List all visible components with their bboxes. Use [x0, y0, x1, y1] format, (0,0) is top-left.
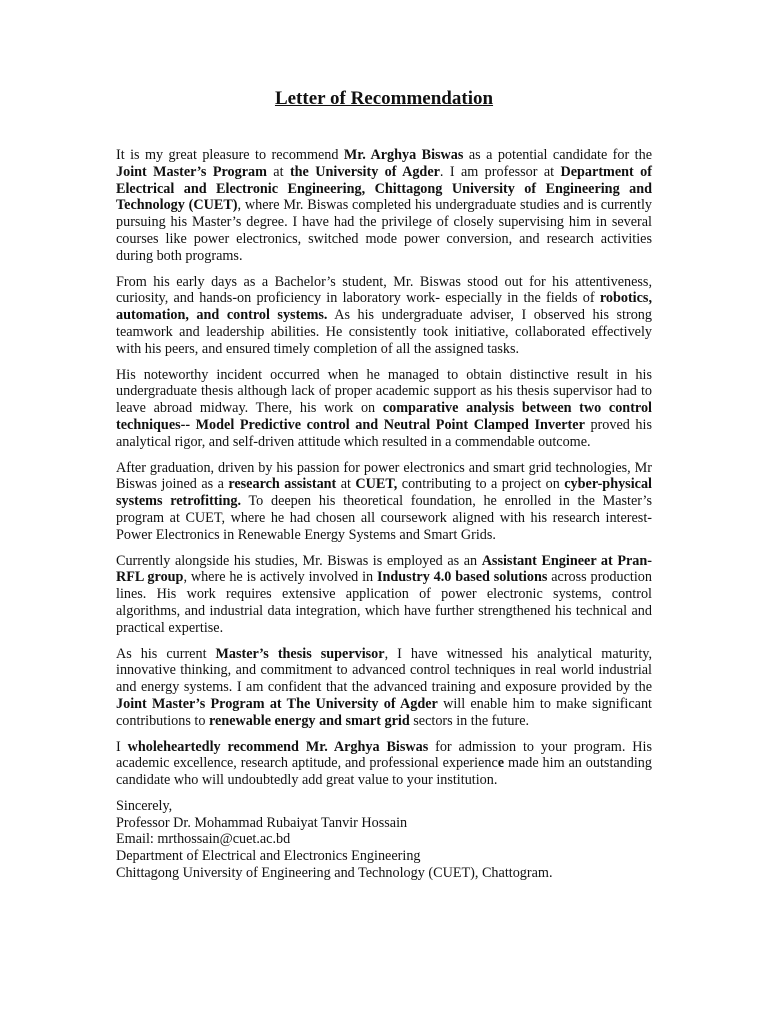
paragraph [116, 739, 652, 789]
bold-run: robotics, automation, and control systems. [116, 290, 652, 324]
text-run: As his undergraduate adviser, I observed his strong teamwork and leadership abilities. He consistently took initiative, collaborated effectively with his peers, and ensured timely completion of all the assigned tasks. [116, 307, 652, 357]
signatory-department: Department of Electrical and Electronics Engineering [116, 848, 421, 865]
paragraph [116, 367, 652, 451]
text-run: Currently alongside his studies, Mr. Biswas is employed as an [116, 552, 482, 569]
text-run: As his current [116, 645, 216, 662]
text-run: at [336, 476, 356, 493]
letter-title: Letter of Recommendation [274, 88, 494, 109]
text-run: , where Mr. Biswas completed his undergraduate studies and is currently pursuing his Master’s degree. I have had the privilege of closely supervising him in several courses like power electronics, switched mode power conversion, and research activities during both programs. [116, 197, 652, 264]
signature-block [116, 798, 652, 882]
bold-run: CUET, [355, 476, 398, 493]
closing: Sincerely, [116, 797, 173, 814]
text-run: From his early days as a Bachelor’s student, Mr. Biswas stood out for his attentiveness, curiosity, and hands-on proficiency in laboratory work- especially in the fields of [116, 273, 652, 307]
bold-run: Assistant Engineer at Pran-RFL group [116, 552, 652, 586]
text-run: After graduation, driven by his passion for power electronics and smart grid technologies, Mr Biswas joined as a [116, 459, 652, 493]
text-run: To deepen his theoretical foundation, he enrolled in the Master’s program at CUET, where he had chosen all coursework aligned with his research interest- Power Electronics in Renewable Energy Systems and Smart Grids. [116, 493, 652, 543]
bold-run: the University of Agder [289, 163, 440, 180]
text-run: proved his analytical rigor, and self-driven attitude which resulted in a commendable outcome. [116, 416, 652, 450]
text-run: will enable him to make significant contributions to [116, 695, 652, 729]
bold-run: wholeheartedly recommend Mr. Arghya Biswas [127, 738, 429, 755]
paragraph [116, 460, 652, 544]
bold-run: comparative analysis between two control techniques-- Model Predictive control and Neutral Point Clamped Inverter [116, 400, 652, 433]
bold-run: Mr. Arghya Biswas [343, 147, 464, 163]
letter-body [116, 147, 652, 882]
paragraph [116, 553, 652, 637]
text-run: , where he is actively involved in [183, 569, 377, 586]
text-run: , I have witnessed his analytical maturity, innovative thinking, and commitment to advanced control techniques in real world industrial and energy systems. I am confident that the advanced training and exposure provided by the [116, 645, 653, 696]
signatory-institution: Chittagong University of Engineering and Technology (CUET), Chattogram. [116, 865, 553, 882]
bold-run: renewable energy and smart grid [209, 712, 410, 729]
paragraph [116, 274, 652, 358]
text-run: at [266, 163, 290, 180]
text-run: as a potential candidate for the [463, 147, 652, 163]
bold-run: Joint Master’s Program [116, 163, 267, 180]
paragraph [116, 646, 652, 730]
text-run: made him an outstanding candidate who will undoubtedly add great value to your institution. [116, 755, 652, 789]
bold-run: Master’s thesis supervisor [215, 645, 385, 662]
text-run: across production lines. His work requires extensive application of power electronic systems, control algorithms, and industrial data integration, which have further strengthened his technical and practical expertise. [116, 569, 652, 636]
bold-run: Joint Master’s Program at The University of Agder [116, 695, 438, 712]
text-run: I [116, 738, 128, 755]
bold-run: cyber-physical systems retrofitting. [116, 476, 652, 510]
text-run: sectors in the future. [409, 712, 530, 729]
bold-run: e [497, 755, 505, 772]
bold-run: Industry 4.0 based solutions [376, 569, 548, 586]
signatory-email: Email: mrthossain@cuet.ac.bd [116, 831, 291, 848]
bold-run: research assistant [228, 476, 337, 493]
paragraph [116, 147, 652, 265]
text-run: It is my great pleasure to recommend [116, 147, 344, 163]
bold-run: Department of Electrical and Electronic Engineering, Chittagong University of Engineering and Technology (CUET) [116, 163, 652, 214]
text-run: for admission to your program. His academic excellence, research aptitude, and professional experienc [116, 738, 652, 772]
text-run: His noteworthy incident occurred when he managed to obtain distinctive result in his undergraduate thesis although lack of proper academic support as his thesis supervisor had to leave abroad midway. There, his work on [116, 366, 652, 417]
signatory-name: Professor Dr. Mohammad Rubaiyat Tanvir Hossain [116, 814, 408, 831]
text-run: . I am professor at [439, 163, 561, 180]
text-run: contributing to a project on [397, 476, 565, 493]
